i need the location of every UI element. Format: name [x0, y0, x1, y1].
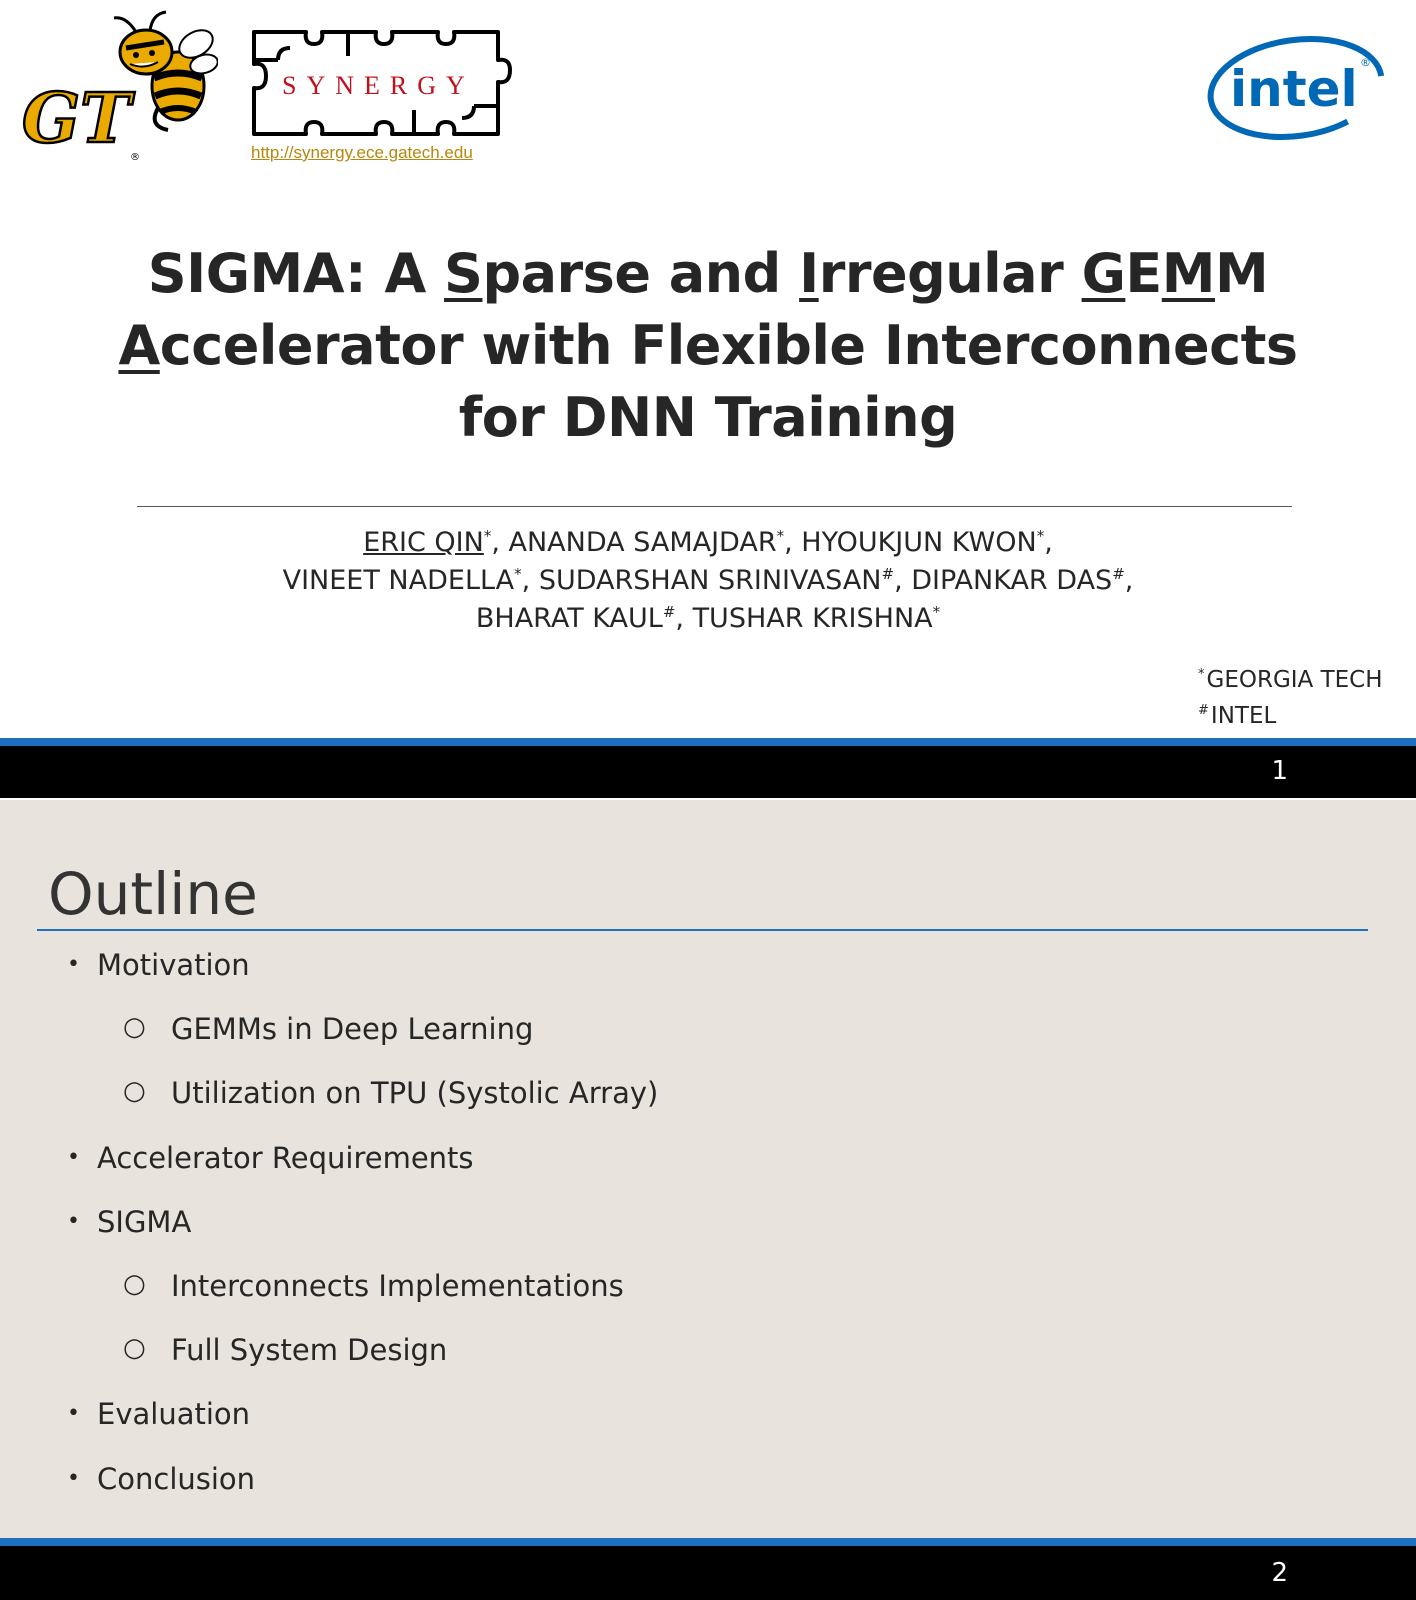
slide1-footer-accent: [0, 738, 1416, 746]
title-slide: [0, 0, 1416, 738]
affiliation-list: [1198, 662, 1383, 734]
list-item: ○ GEMMs in Deep Learning: [123, 1012, 534, 1046]
author-line-2: VINEET NADELLA*, SUDARSHAN SRINIVASAN#, DIPANKAR DAS#,: [282, 565, 1134, 596]
list-item: • Accelerator Requirements: [67, 1141, 474, 1175]
slide2-footer-accent: [0, 1538, 1416, 1546]
author-name: SUDARSHAN SRINIVASAN: [538, 565, 882, 596]
list-item: • SIGMA: [67, 1205, 192, 1239]
author-name: HYOUKJUN KWON: [801, 527, 1037, 558]
svg-text:®: ®: [1360, 56, 1371, 69]
author-name: VINEET NADELLA: [282, 565, 515, 596]
intel-logo-text: intel: [1230, 60, 1358, 118]
list-item: • Motivation: [67, 948, 250, 982]
outline-slide: [0, 800, 1416, 1540]
title-line-2: Accelerator with Flexible Interconnects: [118, 314, 1298, 377]
synergy-logo: [248, 26, 516, 142]
outline-title-rule: [37, 929, 1368, 931]
gt-logo-text: GT: [22, 79, 131, 159]
slide1-footer: [0, 746, 1416, 798]
georgia-tech-logo: [18, 8, 218, 166]
list-item: • Evaluation: [67, 1397, 251, 1431]
outline-title: Outline: [48, 860, 258, 928]
synergy-url-link[interactable]: http://synergy.ece.gatech.edu: [251, 143, 473, 162]
slide2-footer: [0, 1546, 1416, 1600]
author-list: [120, 524, 1296, 638]
list-item: ○ Full System Design: [123, 1333, 448, 1367]
list-item: ○ Interconnects Implementations: [123, 1269, 624, 1303]
slide-title: [60, 238, 1356, 454]
author-line-3: BHARAT KAUL#, TUSHAR KRISHNA*: [475, 603, 941, 634]
list-item: • Conclusion: [67, 1462, 256, 1496]
author-name: ANANDA SAMAJDAR: [508, 527, 777, 558]
affiliation-item: #INTEL: [1198, 703, 1277, 729]
title-line-3: for DNN Training: [458, 386, 958, 449]
title-line-1: SIGMA: A Sparse and Irregular GEMM: [147, 242, 1269, 305]
author-name: DIPANKAR DAS: [911, 565, 1113, 596]
synergy-logo-text: SYNERGY: [282, 71, 475, 100]
author-name: ERIC QIN: [363, 527, 484, 558]
slide-number: 1: [1271, 756, 1288, 786]
svg-text:®: ®: [130, 152, 140, 163]
affiliation-item: *GEORGIA TECH: [1198, 667, 1383, 693]
list-item: ○ Utilization on TPU (Systolic Array): [123, 1076, 659, 1110]
author-name: BHARAT KAUL: [475, 603, 663, 634]
author-name: TUSHAR KRISHNA: [692, 603, 933, 634]
author-line-1: ERIC QIN*, ANANDA SAMAJDAR*, HYOUKJUN KWON*,: [363, 527, 1053, 558]
slide-number: 2: [1271, 1558, 1288, 1588]
intel-logo: [1204, 22, 1394, 148]
title-divider: [137, 506, 1292, 507]
